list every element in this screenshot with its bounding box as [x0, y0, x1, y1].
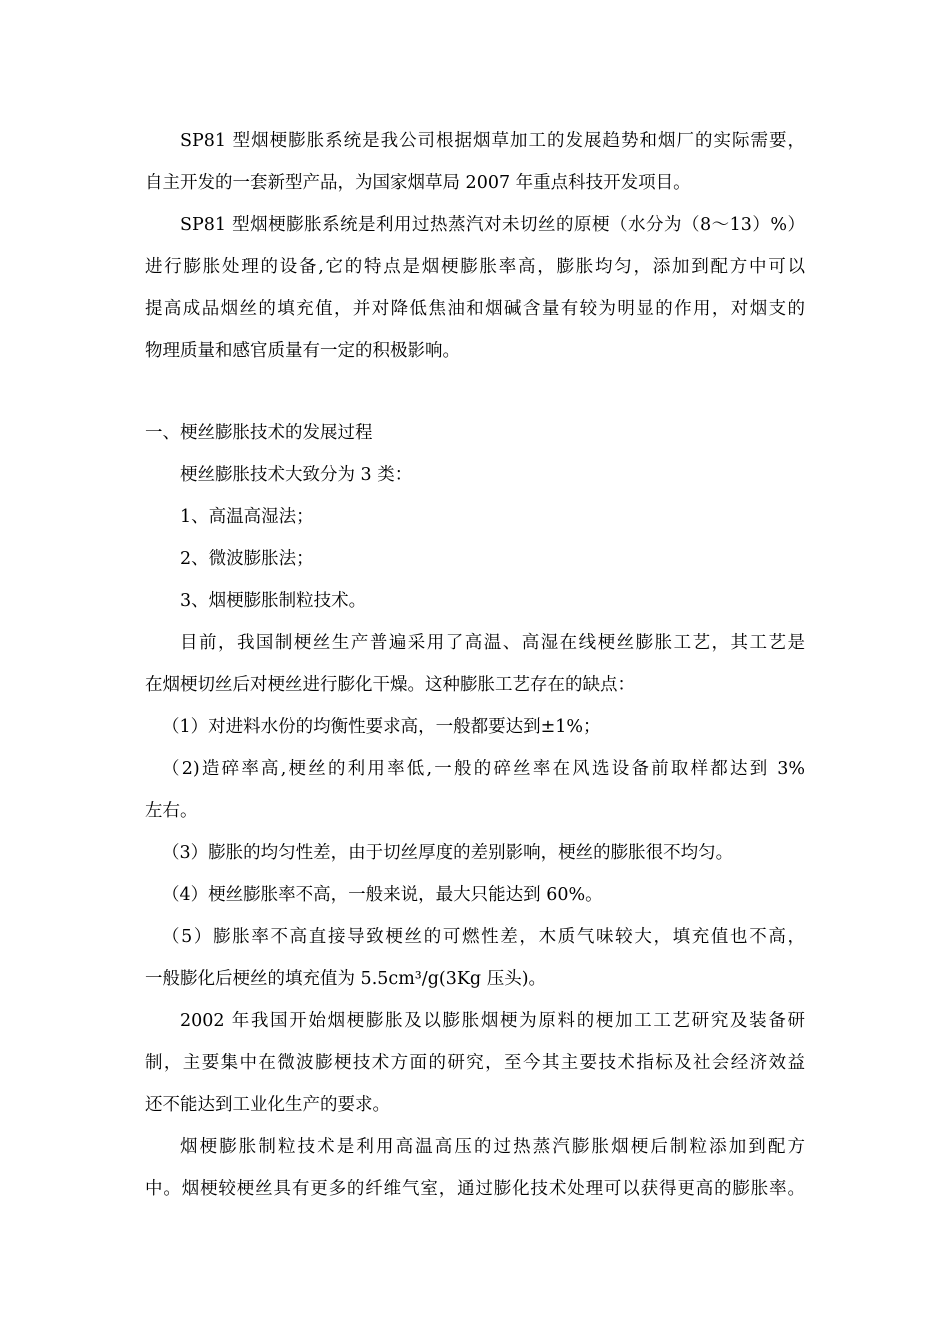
- paragraph-line: 左右。: [145, 801, 198, 821]
- list-item: （2)造碎率高,梗丝的利用率低,一般的碎丝率在风选设备前取样都达到 3%: [162, 759, 805, 779]
- paragraph-line: 自主开发的一套新型产品，为国家烟草局 2007 年重点科技开发项目。: [145, 173, 691, 193]
- paragraph-line: 目前，我国制梗丝生产普遍采用了高温、高湿在线梗丝膨胀工艺，其工艺是: [180, 633, 805, 653]
- list-item: （5）膨胀率不高直接导致梗丝的可燃性差，木质气味较大，填充值也不高，: [162, 927, 805, 947]
- paragraph-line: 提高成品烟丝的填充值，并对降低焦油和烟碱含量有较为明显的作用，对烟支的: [145, 299, 805, 319]
- list-item: 3、烟梗膨胀制粒技术。: [180, 591, 367, 611]
- paragraph-line: 在烟梗切丝后对梗丝进行膨化干燥。这种膨胀工艺存在的缺点：: [145, 675, 635, 695]
- list-item: 2、微波膨胀法；: [180, 549, 314, 569]
- paragraph-line: SP81 型烟梗膨胀系统是利用过热蒸汽对未切丝的原梗（水分为（8～13）%）: [180, 215, 805, 235]
- list-item: （3）膨胀的均匀性差，由于切丝厚度的差别影响，梗丝的膨胀很不均匀。: [162, 843, 734, 863]
- section-heading: 一、梗丝膨胀技术的发展过程: [145, 423, 373, 443]
- paragraph-line: SP81 型烟梗膨胀系统是我公司根据烟草加工的发展趋势和烟厂的实际需要，: [180, 131, 805, 151]
- list-item: （4）梗丝膨胀率不高，一般来说，最大只能达到 60%。: [162, 885, 603, 905]
- list-item: 1、高温高湿法；: [180, 507, 314, 527]
- paragraph-line: 中。烟梗较梗丝具有更多的纤维气室，通过膨化技术处理可以获得更高的膨胀率。: [145, 1179, 805, 1199]
- paragraph-line: 一般膨化后梗丝的填充值为 5.5cm³/g(3Kg 压头)。: [145, 969, 547, 989]
- list-item: （1）对进料水份的均衡性要求高，一般都要达到±1%；: [162, 717, 601, 737]
- paragraph-line: 梗丝膨胀技术大致分为 3 类：: [180, 465, 413, 485]
- paragraph-line: 物理质量和感官质量有一定的积极影响。: [145, 341, 460, 361]
- paragraph-line: 还不能达到工业化生产的要求。: [145, 1095, 390, 1115]
- paragraph-line: 进行膨胀处理的设备,它的特点是烟梗膨胀率高，膨胀均匀，添加到配方中可以: [145, 257, 805, 277]
- paragraph-line: 2002 年我国开始烟梗膨胀及以膨胀烟梗为原料的梗加工工艺研究及装备研: [180, 1011, 805, 1031]
- paragraph-line: 制，主要集中在微波膨梗技术方面的研究，至今其主要技术指标及社会经济效益: [145, 1053, 805, 1073]
- paragraph-line: 烟梗膨胀制粒技术是利用高温高压的过热蒸汽膨胀烟梗后制粒添加到配方: [180, 1137, 805, 1157]
